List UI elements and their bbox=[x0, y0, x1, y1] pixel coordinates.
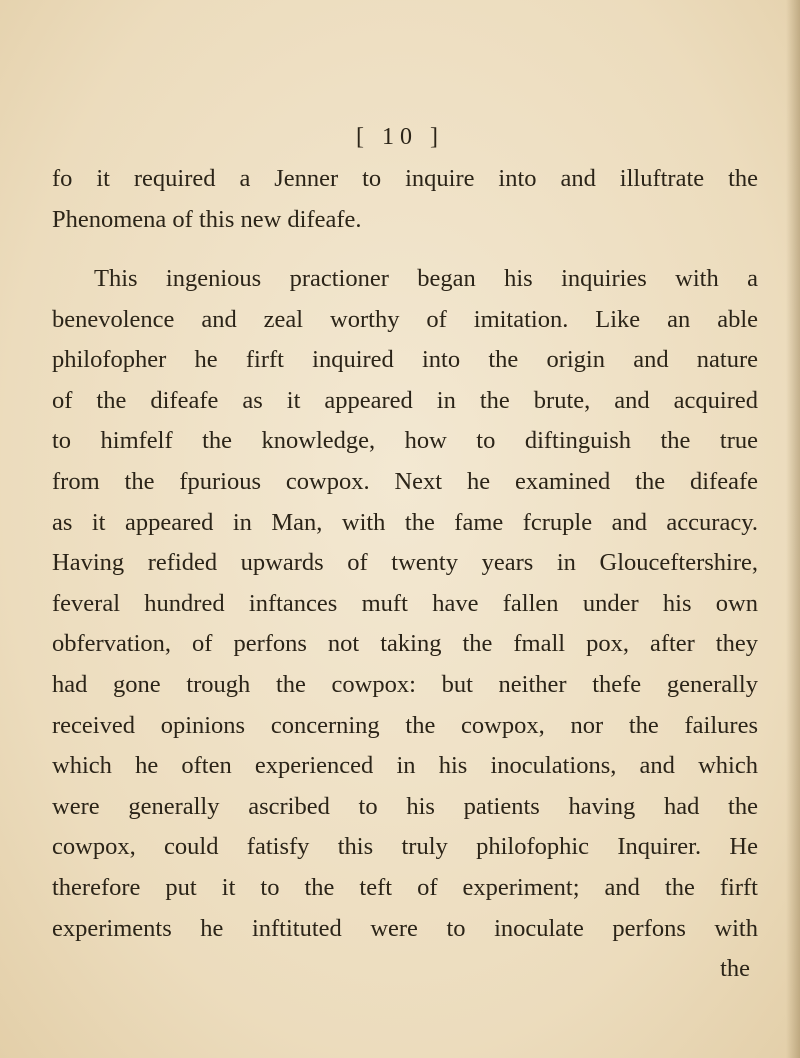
text-line: This ingenious practioner began his inquiries with a bbox=[94, 265, 758, 292]
text-line: Phenomena of this new difeafe. bbox=[52, 205, 362, 233]
paragraph-1 bbox=[52, 159, 758, 240]
text-line: to himfelf the knowledge, how to diftinguish the true bbox=[52, 427, 758, 455]
text-line: feveral hundred inftances muft have fallen under his own bbox=[52, 589, 758, 617]
text-line: fo it required a Jenner to inquire into and illuftrate the bbox=[52, 165, 758, 192]
text-line: therefore put it to the teft of experiment; and the firft bbox=[52, 873, 758, 901]
paragraph-2 bbox=[52, 259, 758, 990]
page-number: [ 10 ] bbox=[356, 124, 444, 150]
text-line: cowpox, could fatisfy this truly philofophic Inquirer. He bbox=[52, 833, 758, 861]
text-line: were generally ascribed to his patients having had the bbox=[52, 792, 758, 820]
text-line: of the difeafe as it appeared in the brute, and acquired bbox=[52, 386, 758, 414]
text-line: had gone trough the cowpox: but neither thefe generally bbox=[52, 670, 758, 698]
text-line: from the fpurious cowpox. Next he examined the difeafe bbox=[52, 467, 758, 495]
text-line: which he often experienced in his inoculations, and which bbox=[52, 752, 758, 780]
text-line: received opinions concerning the cowpox, nor the failures bbox=[52, 711, 758, 739]
text-line: benevolence and zeal worthy of imitation. Like an able bbox=[52, 305, 758, 333]
text-line: obfervation, of perfons not taking the fmall pox, after they bbox=[52, 630, 758, 658]
text-line: experiments he inftituted were to inoculate perfons with bbox=[52, 914, 758, 942]
page-edge-shadow bbox=[786, 0, 800, 1058]
text-line: as it appeared in Man, with the fame fcruple and accuracy. bbox=[52, 508, 758, 536]
text-line: philofopher he firft inquired into the origin and nature bbox=[52, 346, 758, 374]
catchword: the bbox=[720, 955, 750, 983]
text-line: Having refided upwards of twenty years in Glouceftershire, bbox=[52, 549, 758, 577]
